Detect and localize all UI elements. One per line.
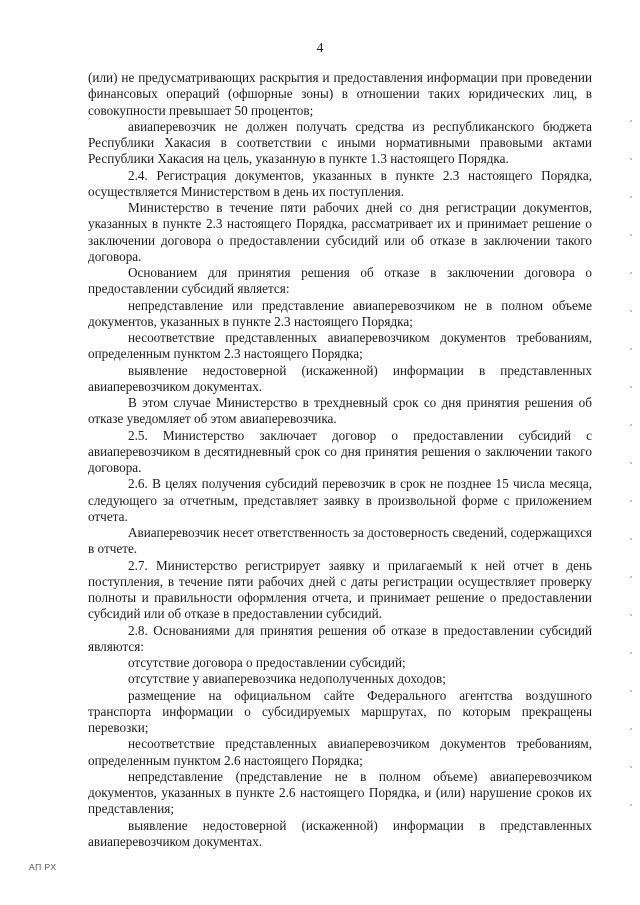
paragraph: (или) не предусматривающих раскрытия и предоставления информации при проведении финансовых операций (офшорные зоны) в отношении таких юридических лиц, в совокупности превышает 50 процентов; — [88, 70, 592, 118]
paragraph: несоответствие представленных авиаперевозчиком документов требованиям, определенным пунктом 2.6 настоящего Порядка; — [88, 736, 592, 768]
paragraph: В этом случае Министерство в трехдневный срок со дня принятия решения об отказе уведомляет об этом авиаперевозчика. — [88, 395, 592, 427]
document-body — [88, 70, 592, 850]
paragraph: Основанием для принятия решения об отказе в заключении договора о предоставлении субсидий является: — [88, 265, 592, 297]
paragraph: несоответствие представленных авиаперевозчиком документов требованиям, определенным пунктом 2.3 настоящего Порядка; — [88, 330, 592, 362]
paragraph: 2.4. Регистрация документов, указанных в пункте 2.3 настоящего Порядка, осуществляется Министерством в день их поступления. — [88, 167, 592, 199]
margin-scan-marks — [630, 120, 632, 820]
paragraph: выявление недостоверной (искаженной) информации в представленных авиаперевозчиком документах. — [88, 817, 592, 849]
paragraph: размещение на официальном сайте Федерального агентства воздушного транспорта информации о субсидируемых маршрутах, по которым прекращены перевозки; — [88, 687, 592, 735]
paragraph: Авиаперевозчик несет ответственность за достоверность сведений, содержащихся в отчете. — [88, 525, 592, 557]
paragraph: авиаперевозчик не должен получать средства из республиканского бюджета Республики Хакасия в соответствии с иными нормативными правовыми актами Республики Хакасия на цель, указанную в пункте 1.3 настоящего Порядка. — [88, 118, 592, 167]
paragraph: 2.5. Министерство заключает договор о предоставлении субсидий с авиаперевозчиком в десятидневный срок со дня принятия решения о заключении такого договора. — [88, 427, 592, 475]
footer-mark: АП РХ — [29, 862, 57, 872]
paragraph: 2.6. В целях получения субсидий перевозчик в срок не позднее 15 числа месяца, следующего за отчетным, представляет заявку в произвольной форме с приложением отчета. — [88, 476, 592, 524]
page-number: 4 — [316, 40, 324, 55]
paragraph: Министерство в течение пяти рабочих дней со дня регистрации документов, указанных в пункте 2.3 настоящего Порядка, рассматривает их и принимает решение о заключении договора о предоставлении субсидий или об отказе в заключении такого договора. — [88, 200, 592, 264]
paragraph: 2.7. Министерство регистрирует заявку и прилагаемый к ней отчет в день поступления, в течение пяти рабочих дней с даты регистрации осуществляет проверку полноты и правильности оформления отчета, и принимает решение о предоставлении субсидий или об отказе в предоставлении субсидий. — [88, 557, 592, 622]
paragraph: непредставление или представление авиаперевозчиком не в полном объеме документов, указанных в пункте 2.3 настоящего Порядка; — [88, 297, 592, 329]
paragraph: непредставление (представление не в полном объеме) авиаперевозчиком документов, указанных в пункте 2.6 настоящего Порядка, и (или) нарушение сроков их представления; — [88, 768, 592, 817]
paragraph: выявление недостоверной (искаженной) информации в представленных авиаперевозчиком документах. — [88, 362, 592, 394]
paragraph: отсутствие договора о предоставлении субсидий; — [128, 655, 406, 670]
paragraph: 2.8. Основаниями для принятия решения об отказе в предоставлении субсидий являются: — [88, 622, 592, 654]
paragraph: отсутствие у авиаперевозчика недополученных доходов; — [128, 671, 446, 687]
